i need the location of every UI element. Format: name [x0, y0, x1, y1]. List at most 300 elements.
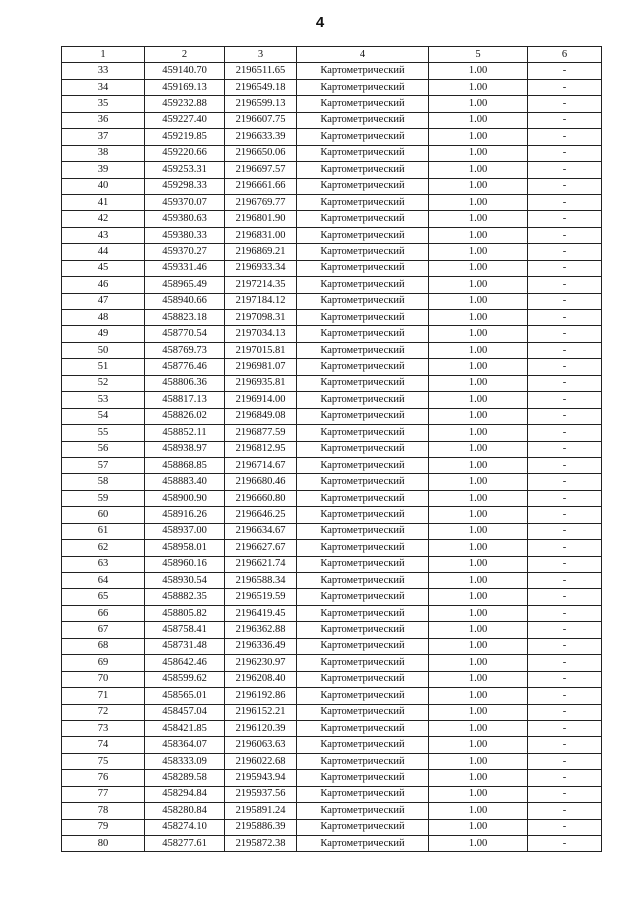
table-cell: -	[528, 260, 602, 276]
column-header: 5	[429, 47, 528, 63]
column-header: 2	[145, 47, 225, 63]
table-cell: Картометрический	[297, 704, 429, 720]
table-row	[62, 770, 602, 786]
table-cell: 1.00	[429, 277, 528, 293]
table-cell: 458930.54	[145, 573, 225, 589]
table-row	[62, 112, 602, 128]
table-cell: 48	[62, 310, 145, 326]
table-row	[62, 162, 602, 178]
table-cell: 70	[62, 671, 145, 687]
table-cell: 458806.36	[145, 375, 225, 391]
table-cell: 458599.62	[145, 671, 225, 687]
table-cell: Картометрический	[297, 293, 429, 309]
table-cell: 458758.41	[145, 622, 225, 638]
table-cell: 1.00	[429, 523, 528, 539]
table-cell: 2196650.06	[225, 145, 297, 161]
table-row	[62, 507, 602, 523]
table-cell: -	[528, 408, 602, 424]
table-cell: Картометрический	[297, 129, 429, 145]
table-cell: 458731.48	[145, 638, 225, 654]
page-number: 4	[315, 14, 325, 31]
table-cell: Картометрический	[297, 737, 429, 753]
table-cell: 58	[62, 474, 145, 490]
table-cell: 458882.35	[145, 589, 225, 605]
table-cell: 458852.11	[145, 425, 225, 441]
table-cell: 459380.63	[145, 211, 225, 227]
table-row	[62, 194, 602, 210]
table-header-row	[62, 47, 602, 63]
table-cell: 1.00	[429, 737, 528, 753]
table-cell: 41	[62, 194, 145, 210]
table-cell: 458823.18	[145, 310, 225, 326]
table-cell: 458274.10	[145, 819, 225, 835]
table-cell: Картометрический	[297, 490, 429, 506]
table-cell: Картометрический	[297, 605, 429, 621]
table-cell: 1.00	[429, 310, 528, 326]
table-cell: 2196661.66	[225, 178, 297, 194]
table-cell: 1.00	[429, 507, 528, 523]
table-row	[62, 425, 602, 441]
table-cell: -	[528, 540, 602, 556]
table-cell: 1.00	[429, 457, 528, 473]
table-row	[62, 408, 602, 424]
table-cell: 2196869.21	[225, 244, 297, 260]
table-cell: Картометрический	[297, 79, 429, 95]
table-cell: 2196607.75	[225, 112, 297, 128]
table-cell: 458457.04	[145, 704, 225, 720]
table-cell: 67	[62, 622, 145, 638]
table-cell: 76	[62, 770, 145, 786]
table-cell: 459380.33	[145, 227, 225, 243]
table-cell: 2196801.90	[225, 211, 297, 227]
table-cell: 458770.54	[145, 326, 225, 342]
table-cell: -	[528, 178, 602, 194]
table-row	[62, 145, 602, 161]
table-row	[62, 556, 602, 572]
table-row	[62, 96, 602, 112]
table-cell: 2196511.65	[225, 63, 297, 79]
column-header: 4	[297, 47, 429, 63]
table-cell: 2196208.40	[225, 671, 297, 687]
table-cell: 75	[62, 753, 145, 769]
table-cell: Картометрический	[297, 507, 429, 523]
table-cell: -	[528, 819, 602, 835]
table-cell: Картометрический	[297, 162, 429, 178]
table-cell: Картометрический	[297, 392, 429, 408]
table-cell: 2196812.95	[225, 441, 297, 457]
table-cell: Картометрический	[297, 326, 429, 342]
table-row	[62, 392, 602, 408]
table-cell: -	[528, 425, 602, 441]
table-row	[62, 129, 602, 145]
table-cell: 1.00	[429, 704, 528, 720]
table-cell: Картометрический	[297, 573, 429, 589]
table-cell: -	[528, 770, 602, 786]
table-cell: 458333.09	[145, 753, 225, 769]
table-cell: 53	[62, 392, 145, 408]
table-cell: Картометрический	[297, 112, 429, 128]
table-cell: 459227.40	[145, 112, 225, 128]
table-cell: 1.00	[429, 260, 528, 276]
table-cell: 1.00	[429, 211, 528, 227]
table-cell: 458826.02	[145, 408, 225, 424]
table-cell: 50	[62, 342, 145, 358]
table-cell: 1.00	[429, 836, 528, 852]
table-cell: -	[528, 836, 602, 852]
table-cell: 34	[62, 79, 145, 95]
table-row	[62, 457, 602, 473]
table-cell: -	[528, 671, 602, 687]
table-cell: 61	[62, 523, 145, 539]
table-cell: 1.00	[429, 819, 528, 835]
table-row	[62, 523, 602, 539]
table-cell: 458277.61	[145, 836, 225, 852]
table-cell: 1.00	[429, 145, 528, 161]
table-cell: 458965.49	[145, 277, 225, 293]
table-cell: 2195891.24	[225, 803, 297, 819]
table-cell: Картометрический	[297, 96, 429, 112]
table-cell: 2197098.31	[225, 310, 297, 326]
table-cell: 62	[62, 540, 145, 556]
table-cell: Картометрический	[297, 310, 429, 326]
table-cell: -	[528, 162, 602, 178]
table-cell: -	[528, 194, 602, 210]
table-cell: 2196588.34	[225, 573, 297, 589]
table-cell: 458940.66	[145, 293, 225, 309]
table-cell: 64	[62, 573, 145, 589]
table-row	[62, 359, 602, 375]
table-cell: -	[528, 474, 602, 490]
table-cell: -	[528, 392, 602, 408]
table-cell: 458817.13	[145, 392, 225, 408]
table-row	[62, 310, 602, 326]
table-cell: 49	[62, 326, 145, 342]
table-row	[62, 490, 602, 506]
table-cell: 2196230.97	[225, 655, 297, 671]
table-cell: 459370.07	[145, 194, 225, 210]
table-cell: 54	[62, 408, 145, 424]
table-cell: 459232.88	[145, 96, 225, 112]
table-cell: 1.00	[429, 359, 528, 375]
table-cell: 1.00	[429, 753, 528, 769]
table-cell: 36	[62, 112, 145, 128]
table-cell: -	[528, 605, 602, 621]
table-cell: -	[528, 79, 602, 95]
table-cell: 459219.85	[145, 129, 225, 145]
table-cell: 46	[62, 277, 145, 293]
table-cell: -	[528, 63, 602, 79]
table-cell: -	[528, 507, 602, 523]
table-cell: 2196646.25	[225, 507, 297, 523]
table-cell: 2197034.13	[225, 326, 297, 342]
column-header: 3	[225, 47, 297, 63]
table-cell: Картометрический	[297, 359, 429, 375]
table-cell: -	[528, 490, 602, 506]
table-cell: 1.00	[429, 803, 528, 819]
table-cell: Картометрический	[297, 375, 429, 391]
table-cell: 1.00	[429, 162, 528, 178]
table-row	[62, 540, 602, 556]
table-cell: 459169.13	[145, 79, 225, 95]
table-cell: 33	[62, 63, 145, 79]
table-cell: Картометрический	[297, 638, 429, 654]
table-cell: 458364.07	[145, 737, 225, 753]
table-cell: 458937.00	[145, 523, 225, 539]
table-cell: 1.00	[429, 605, 528, 621]
table-cell: 1.00	[429, 244, 528, 260]
table-row	[62, 720, 602, 736]
table-cell: 1.00	[429, 655, 528, 671]
table-row	[62, 589, 602, 605]
table-cell: 65	[62, 589, 145, 605]
table-cell: 60	[62, 507, 145, 523]
table-cell: -	[528, 655, 602, 671]
table-row	[62, 375, 602, 391]
table-cell: 458958.01	[145, 540, 225, 556]
table-cell: 57	[62, 457, 145, 473]
table-cell: 63	[62, 556, 145, 572]
table-cell: -	[528, 688, 602, 704]
table-cell: Картометрический	[297, 836, 429, 852]
table-cell: 458868.85	[145, 457, 225, 473]
table-cell: 458421.85	[145, 720, 225, 736]
table-cell: 1.00	[429, 408, 528, 424]
table-row	[62, 244, 602, 260]
table-cell: 2196935.81	[225, 375, 297, 391]
table-cell: 458883.40	[145, 474, 225, 490]
table-cell: Картометрический	[297, 819, 429, 835]
table-cell: 1.00	[429, 293, 528, 309]
table-cell: 2196192.86	[225, 688, 297, 704]
table-cell: -	[528, 211, 602, 227]
table-cell: -	[528, 556, 602, 572]
table-cell: 80	[62, 836, 145, 852]
table-cell: Картометрический	[297, 622, 429, 638]
table-cell: 458565.01	[145, 688, 225, 704]
table-cell: -	[528, 359, 602, 375]
table-cell: 2196627.67	[225, 540, 297, 556]
table-cell: 1.00	[429, 786, 528, 802]
table-cell: 47	[62, 293, 145, 309]
table-cell: Картометрический	[297, 244, 429, 260]
table-cell: -	[528, 96, 602, 112]
table-row	[62, 227, 602, 243]
table-cell: 459253.31	[145, 162, 225, 178]
table-cell: Картометрический	[297, 194, 429, 210]
table-cell: Картометрический	[297, 63, 429, 79]
table-row	[62, 260, 602, 276]
table-cell: -	[528, 244, 602, 260]
table-row	[62, 293, 602, 309]
table-cell: 1.00	[429, 688, 528, 704]
table-cell: -	[528, 129, 602, 145]
table-cell: Картометрический	[297, 803, 429, 819]
table-row	[62, 836, 602, 852]
table-cell: 458294.84	[145, 786, 225, 802]
table-cell: Картометрический	[297, 425, 429, 441]
table-cell: 56	[62, 441, 145, 457]
table-cell: 1.00	[429, 63, 528, 79]
table-cell: 66	[62, 605, 145, 621]
table-body	[62, 63, 602, 852]
table-cell: 1.00	[429, 178, 528, 194]
table-cell: -	[528, 277, 602, 293]
table-cell: 2196152.21	[225, 704, 297, 720]
table-cell: 2196336.49	[225, 638, 297, 654]
table-cell: 459140.70	[145, 63, 225, 79]
table-cell: 2197184.12	[225, 293, 297, 309]
table-cell: 2196362.88	[225, 622, 297, 638]
table-cell: 74	[62, 737, 145, 753]
table-cell: -	[528, 737, 602, 753]
table-cell: Картометрический	[297, 720, 429, 736]
table-cell: 2195943.94	[225, 770, 297, 786]
table-cell: Картометрический	[297, 260, 429, 276]
table-cell: Картометрический	[297, 770, 429, 786]
table-cell: 1.00	[429, 79, 528, 95]
table-cell: 35	[62, 96, 145, 112]
table-row	[62, 688, 602, 704]
table-cell: Картометрический	[297, 753, 429, 769]
table-cell: 2197214.35	[225, 277, 297, 293]
table-cell: 39	[62, 162, 145, 178]
table-cell: 44	[62, 244, 145, 260]
table-cell: 51	[62, 359, 145, 375]
table-row	[62, 803, 602, 819]
table-cell: 2196831.00	[225, 227, 297, 243]
table-cell: 2196599.13	[225, 96, 297, 112]
table-cell: -	[528, 638, 602, 654]
table-row	[62, 277, 602, 293]
table-cell: 79	[62, 819, 145, 835]
table-cell: 2197015.81	[225, 342, 297, 358]
table-cell: 2196680.46	[225, 474, 297, 490]
table-cell: Картометрический	[297, 589, 429, 605]
table-cell: 2196621.74	[225, 556, 297, 572]
table-cell: 1.00	[429, 573, 528, 589]
table-cell: 458769.73	[145, 342, 225, 358]
table-cell: Картометрический	[297, 227, 429, 243]
table-cell: 1.00	[429, 671, 528, 687]
table-cell: 1.00	[429, 194, 528, 210]
table-cell: -	[528, 342, 602, 358]
table-cell: 1.00	[429, 540, 528, 556]
table-row	[62, 63, 602, 79]
table-cell: 77	[62, 786, 145, 802]
table-cell: 1.00	[429, 474, 528, 490]
table-cell: -	[528, 112, 602, 128]
table-row	[62, 655, 602, 671]
table-cell: -	[528, 803, 602, 819]
table-cell: 1.00	[429, 112, 528, 128]
table-row	[62, 342, 602, 358]
table-cell: 458642.46	[145, 655, 225, 671]
table-cell: 1.00	[429, 556, 528, 572]
table-cell: 78	[62, 803, 145, 819]
table-row	[62, 638, 602, 654]
table-cell: -	[528, 227, 602, 243]
table-cell: 2196914.00	[225, 392, 297, 408]
table-cell: 2195886.39	[225, 819, 297, 835]
table-cell: Картометрический	[297, 145, 429, 161]
table-row	[62, 753, 602, 769]
table-cell: 2196769.77	[225, 194, 297, 210]
table-row	[62, 737, 602, 753]
table-cell: 69	[62, 655, 145, 671]
table-cell: -	[528, 589, 602, 605]
table-cell: 1.00	[429, 129, 528, 145]
table-cell: Картометрический	[297, 342, 429, 358]
table-cell: -	[528, 523, 602, 539]
table-cell: -	[528, 293, 602, 309]
table-row	[62, 671, 602, 687]
table-row	[62, 819, 602, 835]
table-row	[62, 786, 602, 802]
table-cell: 459220.66	[145, 145, 225, 161]
table-cell: 1.00	[429, 622, 528, 638]
table-cell: Картометрический	[297, 523, 429, 539]
table-cell: 1.00	[429, 720, 528, 736]
table-cell: 458900.90	[145, 490, 225, 506]
table-cell: 1.00	[429, 490, 528, 506]
table-cell: -	[528, 622, 602, 638]
table-cell: 2196981.07	[225, 359, 297, 375]
table-cell: Картометрический	[297, 688, 429, 704]
table-cell: -	[528, 704, 602, 720]
table-cell: 458280.84	[145, 803, 225, 819]
table-cell: 42	[62, 211, 145, 227]
table-cell: -	[528, 375, 602, 391]
table-cell: 52	[62, 375, 145, 391]
table-cell: 2196633.39	[225, 129, 297, 145]
table-cell: 1.00	[429, 770, 528, 786]
table-cell: 1.00	[429, 326, 528, 342]
table-cell: 1.00	[429, 425, 528, 441]
table-cell: 2196549.18	[225, 79, 297, 95]
table-cell: Картометрический	[297, 441, 429, 457]
table-row	[62, 79, 602, 95]
table-cell: 43	[62, 227, 145, 243]
table-cell: 2196714.67	[225, 457, 297, 473]
table-cell: -	[528, 441, 602, 457]
table-row	[62, 441, 602, 457]
table-cell: Картометрический	[297, 277, 429, 293]
table-row	[62, 573, 602, 589]
table-cell: 1.00	[429, 375, 528, 391]
table-row	[62, 211, 602, 227]
table-cell: 2196877.59	[225, 425, 297, 441]
table-row	[62, 622, 602, 638]
table-cell: 73	[62, 720, 145, 736]
table-cell: 59	[62, 490, 145, 506]
table-cell: 2196022.68	[225, 753, 297, 769]
table-cell: 1.00	[429, 342, 528, 358]
table-cell: 458776.46	[145, 359, 225, 375]
table-cell: 2195937.56	[225, 786, 297, 802]
table-row	[62, 326, 602, 342]
table-cell: 459370.27	[145, 244, 225, 260]
table-cell: 55	[62, 425, 145, 441]
table-row	[62, 474, 602, 490]
table-cell: 458938.97	[145, 441, 225, 457]
coordinates-table	[61, 46, 602, 852]
table-cell: -	[528, 720, 602, 736]
table-cell: 45	[62, 260, 145, 276]
table-cell: -	[528, 326, 602, 342]
table-cell: Картометрический	[297, 457, 429, 473]
table-cell: 458805.82	[145, 605, 225, 621]
table-cell: 2196634.67	[225, 523, 297, 539]
